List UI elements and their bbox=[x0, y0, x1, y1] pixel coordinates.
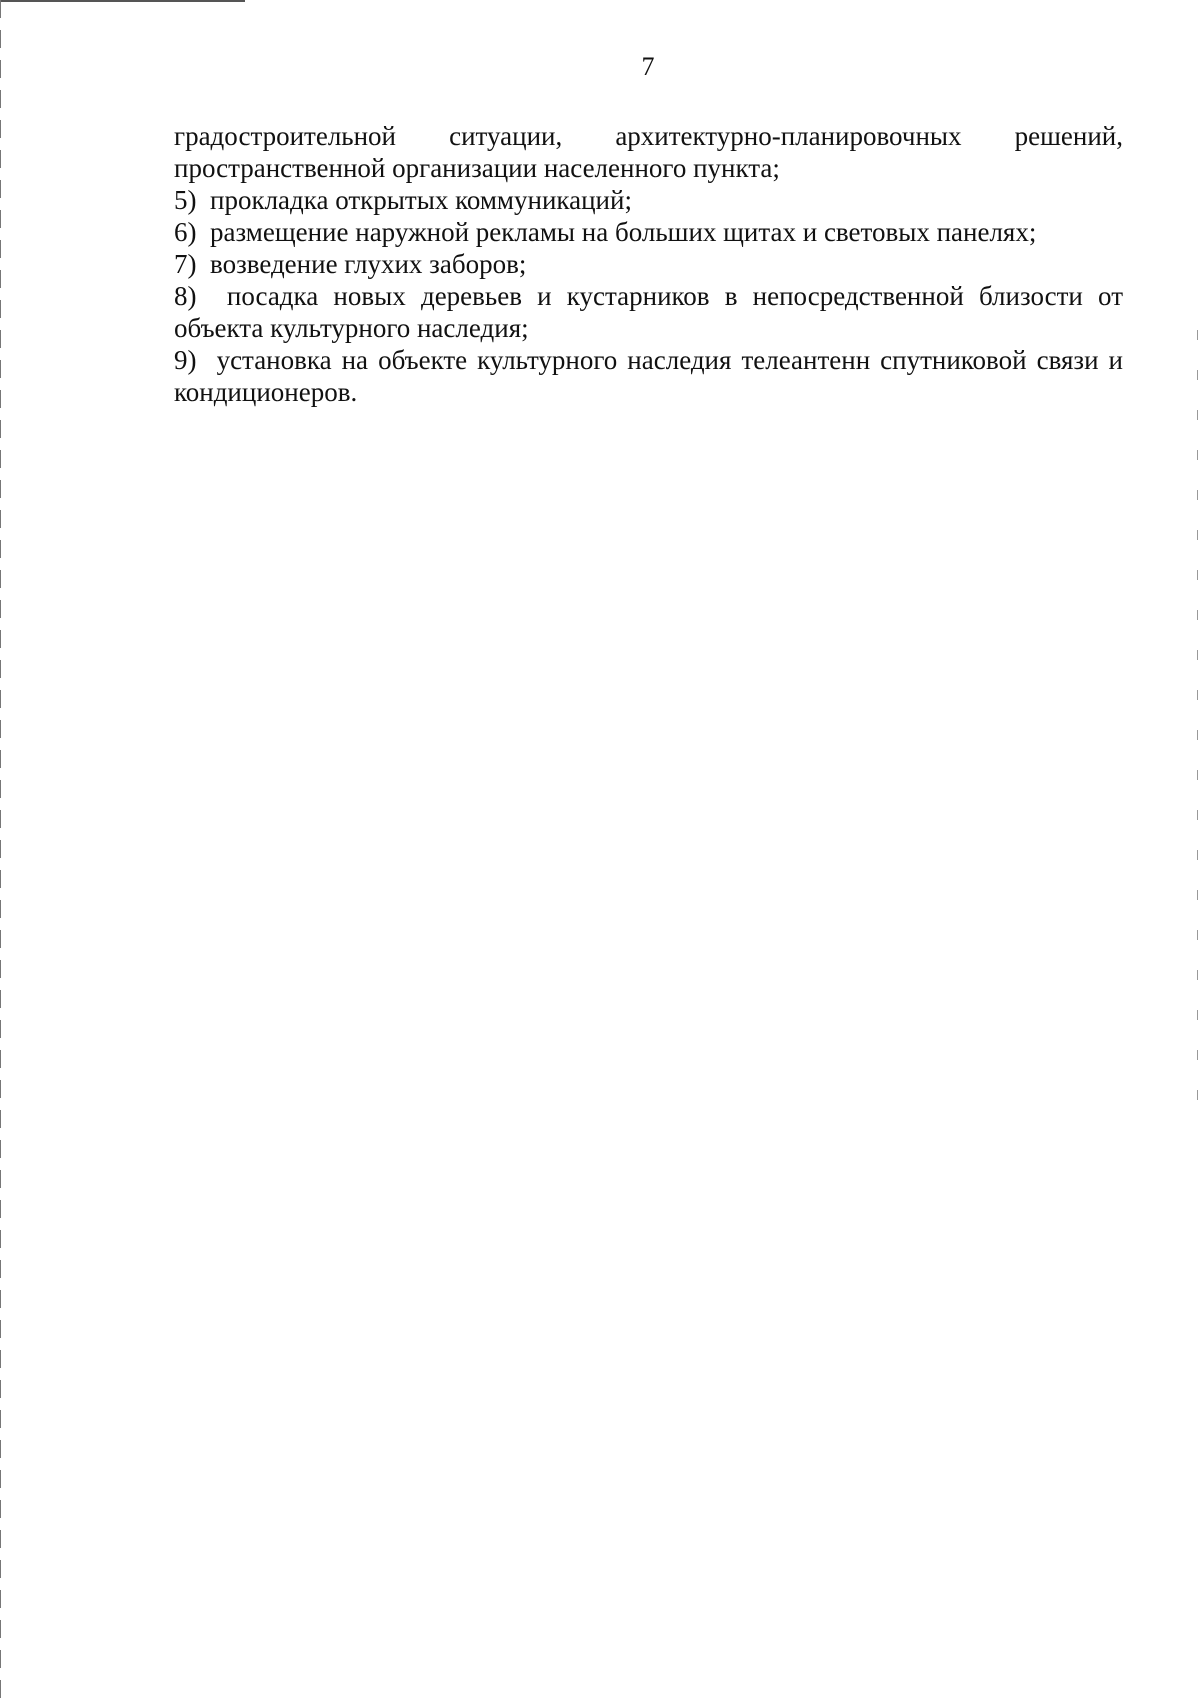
continuation-first-line bbox=[174, 120, 1123, 152]
list-item-5 bbox=[174, 184, 1123, 216]
word: решений, bbox=[1014, 121, 1123, 151]
word: градостроительной bbox=[174, 121, 396, 151]
document-body bbox=[174, 120, 1123, 408]
list-item-9 bbox=[174, 344, 1123, 408]
item-number: 7) bbox=[174, 249, 197, 279]
list-item-7 bbox=[174, 248, 1123, 280]
word: ситуации, bbox=[449, 121, 563, 151]
list-item-8 bbox=[174, 280, 1123, 344]
word: архитектурно-планировочных bbox=[615, 121, 962, 151]
item-number: 9) bbox=[174, 345, 197, 375]
item-number: 5) bbox=[174, 185, 197, 215]
item-number: 8) bbox=[174, 281, 197, 311]
page-number: 7 bbox=[641, 52, 655, 81]
item-text: прокладка открытых коммуникаций; bbox=[210, 185, 632, 215]
item-text: размещение наружной рекламы на больших щитах и световых панелях; bbox=[210, 217, 1037, 247]
scan-edge-right bbox=[1197, 330, 1198, 1110]
scan-edge-left bbox=[0, 0, 1, 1705]
list-item-6 bbox=[174, 216, 1123, 248]
scan-edge-top bbox=[0, 0, 245, 2]
item-number: 6) bbox=[174, 217, 197, 247]
item-text: установка на объекте культурного наследия телеантенн спутниковой связи и кондиционеров. bbox=[174, 345, 1124, 407]
item-text: возведение глухих заборов; bbox=[210, 249, 527, 279]
item-text: посадка новых деревьев и кустарников в непосредственной близости от объекта культурного наследия; bbox=[174, 281, 1124, 343]
continuation-text: пространственной организации населенного пункта; bbox=[174, 153, 780, 183]
